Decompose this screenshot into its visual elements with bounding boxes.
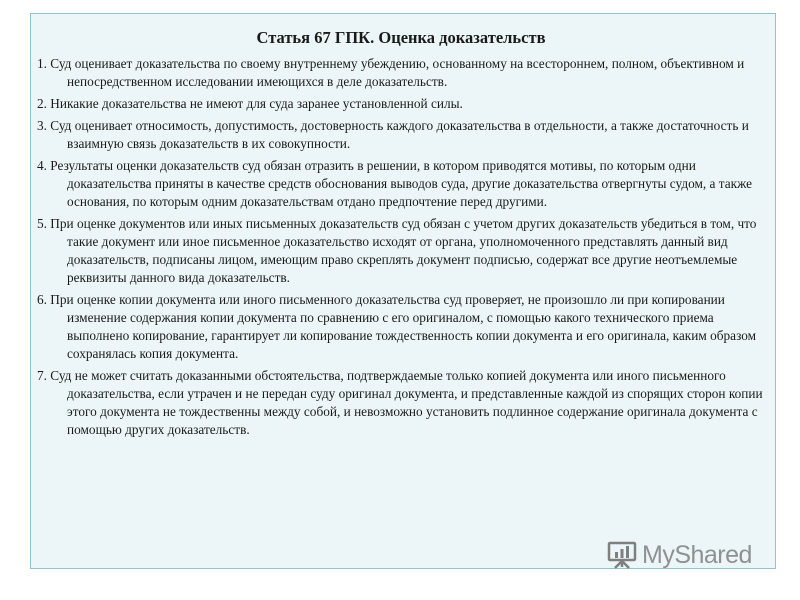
article-paragraph-3: 3. Суд оценивает относимость, допустимость, достоверность каждого доказательства в отдельности, а также достаточность и взаимную связь доказательств в их совокупности. bbox=[37, 118, 749, 151]
article-title: Статья 67 ГПК. Оценка доказательств bbox=[256, 28, 546, 47]
myshared-watermark bbox=[606, 537, 766, 573]
article-paragraph-6: 6. При оценке копии документа или иного письменного доказательства суд проверяет, не произошло ли при копировании изменение содержания копии документа по сравнению с его оригиналом, с помощью какого технического приема выполнено копирование, гарантирует ли копирование тождественность копии документа и его оригинала, каким образом сохранялась копия документа. bbox=[37, 292, 757, 361]
presentation-board-icon bbox=[606, 540, 638, 570]
article-panel bbox=[30, 13, 776, 569]
article-paragraph-1: 1. Суд оценивает доказательства по своему внутреннему убеждению, основанному на всестороннем, полном, объективном и непосредственном исследовании имеющихся в деле доказательств. bbox=[37, 56, 745, 89]
article-paragraph-4: 4. Результаты оценки доказательств суд обязан отразить в решении, в котором приводятся мотивы, по которым одни доказательства приняты в качестве средств обоснования выводов суда, другие доказательства отвергнуты судом, а также основания, по которым одним доказательствам отдано предпочтение перед другими. bbox=[37, 158, 753, 209]
watermark-text: MyShared bbox=[642, 540, 752, 569]
article-paragraph-7: 7. Суд не может считать доказанными обстоятельства, подтверждаемые только копией документа или иного письменного доказательства, если утрачен и не передан суду оригинал документа, и представленные каждой из спорящих сторон копии этого документа не тождественны между собой, и невозможно установить подлинное содержание оригинала документа с помощью других доказательств. bbox=[37, 368, 763, 437]
article-paragraph-2: 2. Никакие доказательства не имеют для суда заранее установленной силы. bbox=[37, 96, 463, 111]
article-paragraph-5: 5. При оценке документов или иных письменных доказательств суд обязан с учетом других доказательств убедиться в том, что такие документ или иное письменное доказательство исходят от органа, уполномоченного представлять данный вид доказательств, подписаны лицом, имеющим право скреплять документ подписью, содержат все другие неотъемлемые реквизиты данного вида доказательств. bbox=[37, 216, 757, 285]
